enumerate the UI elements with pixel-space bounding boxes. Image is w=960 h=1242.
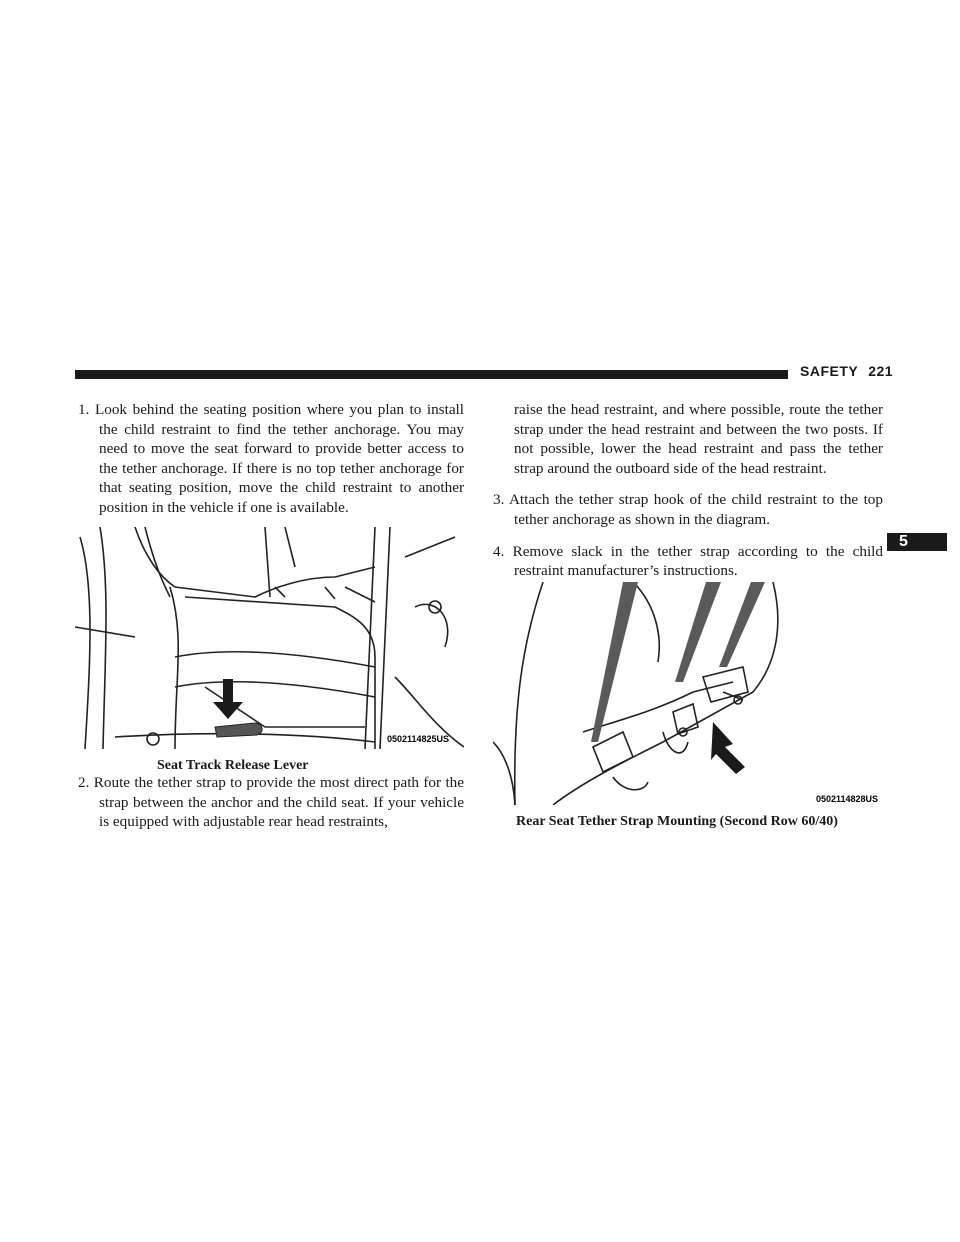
left-column xyxy=(78,400,464,518)
right-column xyxy=(493,400,883,581)
step-text: Remove slack in the tether strap according to the child restraint manufacturer’s instructions. xyxy=(512,542,883,580)
figure-caption: Rear Seat Tether Strap Mounting (Second Row 60/40) xyxy=(516,814,838,829)
step-number: 2. xyxy=(78,774,90,791)
step-text: raise the head restraint, and where possible, route the tether strap under the head restraint and between the two posts. If not possible, lower the head restraint and pass the tether strap around the outboard side of the head restraint. xyxy=(514,401,883,477)
running-header xyxy=(800,363,893,379)
page-number: 221 xyxy=(868,363,894,379)
left-column-continued xyxy=(78,773,464,832)
figure-code: 0502114828US xyxy=(816,794,879,804)
header-rule xyxy=(75,370,788,379)
rear-seat-tether-strap-figure xyxy=(493,582,883,805)
step-3 xyxy=(493,490,883,529)
chapter-tab: 5 xyxy=(887,533,947,551)
figure-code: 0502114825US xyxy=(387,734,450,744)
step-2-continued xyxy=(493,400,883,478)
seat-track-release-lever-figure xyxy=(75,527,464,750)
step-1 xyxy=(78,400,464,518)
step-text: Attach the tether strap hook of the child restraint to the top tether anchorage as shown in the diagram. xyxy=(508,491,883,528)
step-number: 4. xyxy=(493,542,505,560)
step-text: Look behind the seating position where you plan to install the child restraint to find the tether anchorage. You may need to move the seat forward to provide better access to the tether anchorage. If there is no top tether anchorage for that seating position, move the child restraint to another position in the vehicle if one is available. xyxy=(94,401,464,516)
figure-caption: Seat Track Release Lever xyxy=(157,758,309,773)
step-text: Route the tether strap to provide the most direct path for the strap between the anchor and the child seat. If your vehicle is equipped with adjustable rear head restraints, xyxy=(93,774,464,831)
step-number: 1. xyxy=(78,401,90,418)
step-2 xyxy=(78,773,464,832)
step-4 xyxy=(493,542,883,581)
step-number: 3. xyxy=(493,491,505,509)
section-title: SAFETY xyxy=(800,363,859,379)
